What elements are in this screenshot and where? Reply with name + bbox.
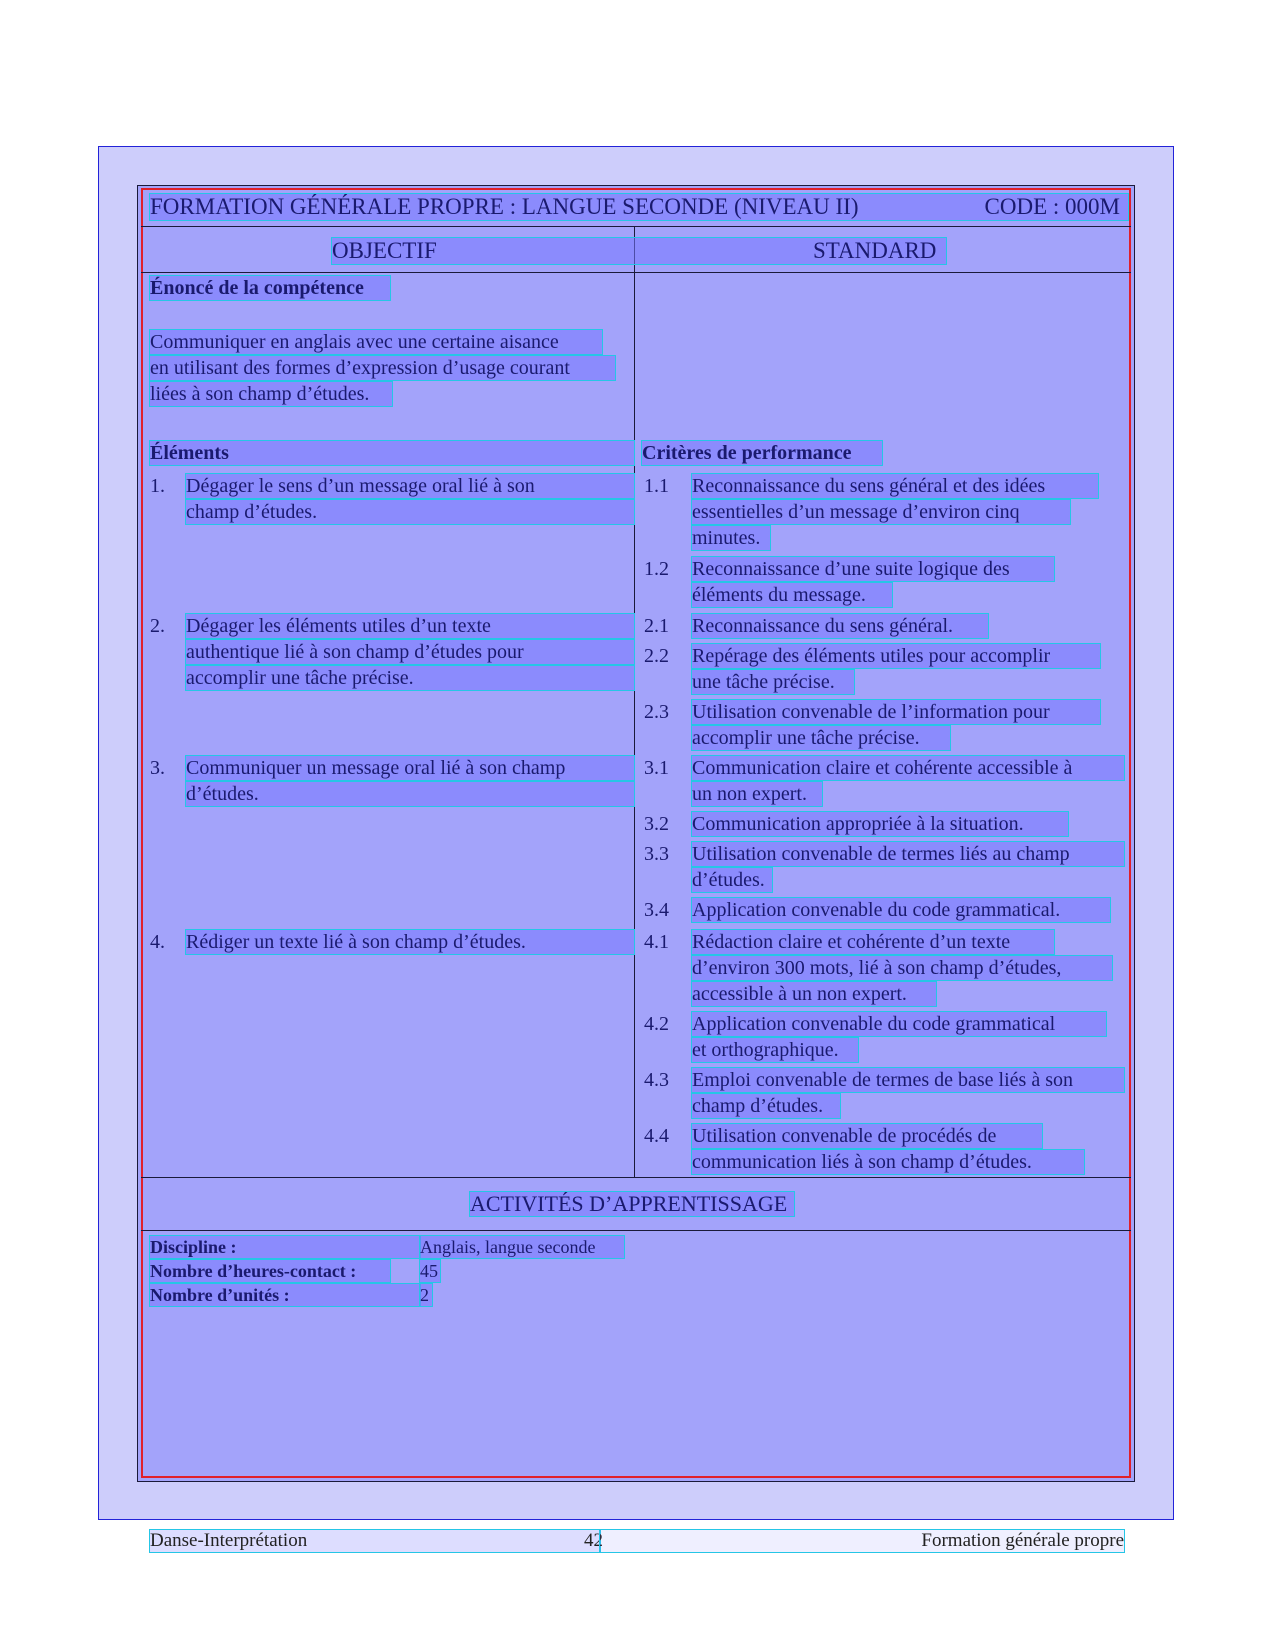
column-divider	[634, 226, 635, 1177]
criterion-text: accomplir une tâche précise.	[692, 726, 950, 750]
columns-rule	[141, 272, 1131, 273]
criterion-text: minutes.	[692, 526, 770, 550]
activities-bottom-rule	[141, 1230, 1131, 1231]
criterion-number: 1.2	[644, 558, 669, 580]
element-text: Dégager les éléments utiles d’un texte	[186, 614, 634, 638]
competence-line: en utilisant des formes d’expression d’usage courant	[150, 356, 615, 380]
criterion-text: d’études.	[692, 868, 772, 892]
column-heading-row	[332, 238, 946, 264]
page-title: FORMATION GÉNÉRALE PROPRE : LANGUE SECONDE (NIVEAU II)	[150, 194, 859, 219]
criterion-text: Reconnaissance d’une suite logique des	[692, 557, 1054, 581]
criterion-text: Reconnaissance du sens général et des idées	[692, 474, 1098, 498]
criterion-number: 3.1	[644, 757, 669, 779]
criterion-text: Rédaction claire et cohérente d’un texte	[692, 930, 1054, 954]
element-text: Communiquer un message oral lié à son champ	[186, 756, 634, 780]
criterion-text: Communication claire et cohérente accessible à	[692, 756, 1124, 780]
criterion-text: Communication appropriée à la situation.	[692, 812, 1068, 836]
activity-value: Anglais, langue seconde	[420, 1236, 624, 1258]
criterion-number: 4.4	[644, 1125, 669, 1147]
criterion-text: Emploi convenable de termes de base liés à son	[692, 1068, 1124, 1092]
criterion-text: un non expert.	[692, 782, 822, 806]
element-number: 2.	[150, 615, 165, 637]
criterion-number: 4.3	[644, 1069, 669, 1091]
footer-page-number: 42	[584, 1530, 603, 1551]
criterion-text: éléments du message.	[692, 583, 892, 607]
header-row	[150, 194, 1128, 220]
element-text: authentique lié à son champ d’études pour	[186, 640, 634, 664]
element-number: 3.	[150, 757, 165, 779]
footer-program: Danse-Interprétation	[150, 1530, 600, 1552]
criterion-text: Utilisation convenable de l’information pour	[692, 700, 1100, 724]
element-text: d’études.	[186, 782, 634, 806]
criterion-text: Application convenable du code grammatical	[692, 1012, 1106, 1036]
element-text: Rédiger un texte lié à son champ d’études.	[186, 930, 634, 954]
activity-label: Nombre d’heures-contact :	[150, 1260, 390, 1282]
criterion-text: Reconnaissance du sens général.	[692, 614, 988, 638]
criterion-text: champ d’études.	[692, 1094, 840, 1118]
criterion-number: 3.3	[644, 843, 669, 865]
criterion-number: 3.2	[644, 813, 669, 835]
criterion-text: d’environ 300 mots, lié à son champ d’études,	[692, 956, 1112, 980]
criterion-text: Utilisation convenable de termes liés au champ	[692, 842, 1124, 866]
competence-line: liées à son champ d’études.	[150, 382, 392, 406]
activities-top-rule	[141, 1177, 1131, 1178]
criterion-number: 2.2	[644, 645, 669, 667]
competence-heading: Énoncé de la compétence	[150, 276, 390, 300]
criterion-number: 4.1	[644, 931, 669, 953]
activity-label: Nombre d’unités :	[150, 1284, 420, 1306]
column-heading-objectif: OBJECTIF	[332, 238, 437, 263]
criterion-number: 4.2	[644, 1013, 669, 1035]
column-heading-standard: STANDARD	[813, 238, 937, 263]
criterion-text: essentielles d’un message d’environ cinq	[692, 500, 1070, 524]
criterion-number: 3.4	[644, 899, 669, 921]
competence-line: Communiquer en anglais avec une certaine aisance	[150, 330, 602, 354]
element-text: champ d’études.	[186, 500, 634, 524]
activity-label: Discipline :	[150, 1236, 420, 1258]
element-number: 4.	[150, 931, 165, 953]
activities-heading: ACTIVITÉS D’APPRENTISSAGE	[470, 1192, 794, 1216]
criterion-number: 2.1	[644, 615, 669, 637]
footer-section: Formation générale propre	[600, 1530, 1124, 1552]
element-text: accomplir une tâche précise.	[186, 666, 634, 690]
header-rule	[141, 226, 1131, 227]
criterion-text: Repérage des éléments utiles pour accomplir	[692, 644, 1100, 668]
criteria-heading: Critères de performance	[642, 441, 882, 465]
element-text: Dégager le sens d’un message oral lié à son	[186, 474, 634, 498]
criterion-text: Application convenable du code grammatical.	[692, 898, 1110, 922]
element-number: 1.	[150, 475, 165, 497]
activity-value: 2	[420, 1284, 432, 1306]
criterion-text: accessible à un non expert.	[692, 982, 936, 1006]
criterion-number: 2.3	[644, 701, 669, 723]
criterion-number: 1.1	[644, 475, 669, 497]
criterion-text: Utilisation convenable de procédés de	[692, 1124, 1042, 1148]
course-code: CODE : 000M	[984, 194, 1120, 219]
activity-value: 45	[420, 1261, 438, 1281]
elements-heading: Éléments	[150, 441, 634, 465]
criterion-text: une tâche précise.	[692, 670, 854, 694]
criterion-text: communication liés à son champ d’études.	[692, 1150, 1084, 1174]
criterion-text: et orthographique.	[692, 1038, 858, 1062]
